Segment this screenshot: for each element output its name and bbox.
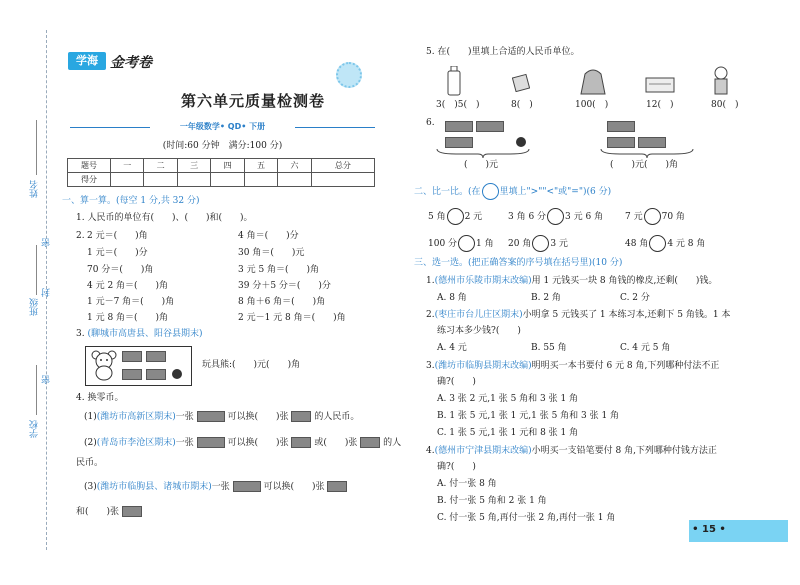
banknote-icon (445, 121, 473, 132)
eraser-icon (512, 72, 530, 92)
q5-item-3: 100( ) (575, 100, 609, 110)
compare-circle[interactable] (458, 235, 475, 252)
s3-q2-opt-b: B. 55 角 (531, 343, 567, 353)
compare-left: 5 角 (428, 212, 446, 222)
s3-q1-opt-b: B. 2 角 (531, 293, 561, 303)
s3-q4-opt-b: B. 付一张 5 角和 2 张 1 角 (437, 496, 547, 506)
compare-left: 48 角 (625, 239, 649, 249)
s3-q4-source: (德州市宁津县期末改编) (434, 446, 532, 456)
s3-q2-opt-a: A. 4 元 (437, 343, 467, 353)
s3-q3-source: (潍坊市临朐县期末改编) (434, 361, 532, 371)
s1-q4-1-text-c: 的人民币。 (314, 412, 360, 422)
score-header: 三 (177, 159, 210, 173)
s1-q4-2 (84, 437, 401, 449)
score-cell[interactable] (177, 173, 210, 187)
s1-q2-left-1: 2 元＝( )角 (87, 231, 148, 241)
s3-q3-num: 3. (426, 361, 435, 371)
s3-q3-text: 明明买一本书要付 6 元 8 角,下列哪种付法不正 (531, 361, 720, 371)
compare-circle[interactable] (532, 235, 549, 252)
s1-q4-2-text-a: 一张 (175, 438, 194, 448)
s1-q2-right-3: 3 元 5 角＝( )角 (238, 265, 320, 275)
s1-q4-1-source: (潍坊市高新区期末) (96, 412, 176, 422)
s1-q2-left-4: 4 元 2 角＝( )角 (87, 281, 169, 291)
margin-label-name: 姓名 (30, 180, 40, 198)
q5-item-1: 3( )5( ) (436, 100, 480, 110)
s3-q4-num: 4. (426, 446, 435, 456)
page-number: • 15 • (692, 524, 726, 535)
compare-right: 3 元 6 角 (565, 212, 604, 222)
banknote-icon (122, 506, 142, 517)
compare-row-1 (428, 208, 482, 225)
compare-circle[interactable] (447, 208, 464, 225)
banknote-icon (122, 351, 142, 362)
banknote-icon (197, 437, 225, 448)
score-header: 题号 (68, 159, 111, 173)
banknote-icon (146, 369, 166, 380)
margin-seal-mark: 密 (42, 238, 52, 247)
s1-q3-source: (聊城市高唐县、阳谷县期末) (87, 329, 203, 339)
s3-q1-opt-a: A. 8 角 (437, 293, 467, 303)
banknote-icon (607, 137, 635, 148)
binding-margin (0, 0, 58, 585)
subtitle-bar (70, 121, 375, 133)
s1-q4-3-cont (76, 506, 142, 518)
score-cell[interactable] (111, 173, 144, 187)
score-table-header-row (68, 159, 375, 173)
page-number-tab (689, 520, 788, 542)
coin-icon (516, 137, 526, 147)
banknote-icon (291, 437, 311, 448)
s1-q4-3 (84, 481, 347, 493)
s1-q2-left-6: 1 元 8 角＝( )角 (87, 313, 169, 323)
s1-q2-left-2: 1 元＝( )分 (87, 248, 148, 258)
banknote-icon (233, 481, 261, 492)
s3-q2-text-2: 练习本多少钱?( ) (437, 326, 521, 336)
circle-icon (482, 183, 499, 200)
margin-seal-mark-2: 封 (42, 288, 52, 297)
s2-heading-b: 里填上">""<"或"=")(6 分) (499, 187, 612, 197)
s1-q6-label: 6. (426, 118, 435, 128)
margin-label-class: 班级 (30, 298, 40, 316)
s1-q4-2-text-c: 或( )张 (314, 438, 358, 448)
banknote-icon (476, 121, 504, 132)
s1-q1: 1. 人民币的单位有( )、( )和( )。 (76, 213, 253, 223)
brace-icon (436, 148, 530, 158)
score-header: 二 (144, 159, 177, 173)
s1-q4-2-text-b: 可以换( )张 (227, 438, 289, 448)
score-cell[interactable] (278, 173, 311, 187)
banknote-icon (638, 137, 666, 148)
score-cell[interactable] (211, 173, 244, 187)
s3-q1-num: 1. (426, 276, 435, 286)
s1-q4-1-text-b: 可以换( )张 (227, 412, 289, 422)
score-header: 六 (278, 159, 311, 173)
s3-q2-num: 2. (426, 310, 435, 320)
banknote-icon (291, 411, 311, 422)
compare-row-2b (508, 235, 568, 252)
section-2-heading (414, 183, 611, 200)
s1-q2-left-3: 70 分＝( )角 (87, 265, 154, 275)
compare-left: 20 角 (508, 239, 532, 249)
score-cell[interactable] (144, 173, 177, 187)
section-1-heading: 一、算一算。(每空 1 分,共 32 分) (62, 196, 200, 206)
doll-icon (711, 66, 731, 96)
s3-q1-source: (德州市乐陵市期末改编) (434, 276, 532, 286)
backpack-icon (577, 66, 609, 96)
subtitle: 一年级数学• QD• 下册 (179, 122, 266, 131)
s1-q2-right-6: 2 元－1 元 8 角＝( )角 (238, 313, 346, 323)
page-title: 第六单元质量检测卷 (180, 92, 325, 110)
margin-label-school: 学校 (30, 420, 40, 438)
s3-q3-opt-a: A. 3 张 2 元,1 张 5 角和 3 张 1 角 (437, 394, 579, 404)
banknote-icon (327, 481, 347, 492)
s3-q2-text: 小明拿 5 元钱买了 1 本练习本,还剩下 5 角钱。1 本 (522, 310, 731, 320)
banknote-icon (146, 351, 166, 362)
s1-q4-3-text-b: 可以换( )张 (263, 482, 325, 492)
s1-q5: 5. 在( )里填上合适的人民币单位。 (426, 47, 580, 57)
score-header: 四 (211, 159, 244, 173)
bear-price-box (85, 346, 192, 386)
s1-q2-right-5: 8 角＋6 角＝( )角 (238, 297, 326, 307)
margin-seal-mark-3: 密 (42, 375, 52, 384)
s3-q2-opt-c: C. 4 元 5 角 (620, 343, 671, 353)
brace-icon (600, 148, 694, 158)
compare-left: 7 元 (625, 212, 643, 222)
score-cell[interactable] (311, 173, 374, 187)
banknote-icon (122, 369, 142, 380)
score-row-label: 得分 (68, 173, 111, 187)
banknote-icon (360, 437, 380, 448)
banknote-icon (607, 121, 635, 132)
s1-q4: 4. 换零币。 (76, 393, 124, 403)
banknote-icon (197, 411, 225, 422)
sun-icon (336, 62, 362, 88)
banknote-icon (445, 137, 473, 148)
compare-row-1b (508, 208, 603, 225)
compare-row-2c (625, 235, 705, 252)
compare-right: 2 元 (464, 212, 483, 222)
q5-item-5: 80( ) (711, 100, 739, 110)
s1-q4-1 (84, 411, 359, 423)
s1-q2-left-5: 1 元－7 角＝( )角 (87, 297, 175, 307)
teddy-bear-icon (89, 349, 119, 381)
s1-q4-3-text-a: 一张 (211, 482, 230, 492)
s1-q3-num: 3. (76, 329, 85, 339)
name-underline (36, 120, 37, 175)
water-bottle-icon (447, 66, 461, 96)
s3-q1 (426, 276, 717, 287)
score-cell[interactable] (244, 173, 277, 187)
compare-circle[interactable] (547, 208, 564, 225)
time-info: (时间:60 分钟 满分:100 分) (162, 141, 283, 151)
s1-q4-2-num: (2) (84, 438, 97, 448)
school-underline (36, 365, 37, 415)
s3-q2-source: (枣庄市台儿庄区期末) (434, 310, 523, 320)
s1-q4-1-num: (1) (84, 412, 97, 422)
s1-q4-3-num: (3) (84, 482, 97, 492)
coin-icon (172, 369, 182, 379)
s3-q4 (426, 446, 717, 457)
compare-right: 4 元 8 角 (667, 239, 706, 249)
score-header: 一 (111, 159, 144, 173)
s3-q4-opt-c: C. 付一张 5 角,再付一张 2 角,再付一张 1 角 (437, 513, 616, 523)
s1-q2-right-1: 4 角＝( )分 (238, 231, 299, 241)
s1-q3 (76, 329, 203, 340)
class-underline (36, 245, 37, 295)
s3-q1-opt-c: C. 2 分 (620, 293, 650, 303)
s1-q4-2-cont: 民币。 (76, 458, 104, 468)
s3-q3-text-2: 确?( ) (437, 377, 476, 387)
compare-row-1c (625, 208, 685, 225)
s3-q1-text: 用 1 元钱买一块 8 角钱的橡皮,还剩( )钱。 (531, 276, 718, 286)
score-header: 总分 (311, 159, 374, 173)
s1-q4-1-text-a: 一张 (175, 412, 194, 422)
compare-circle[interactable] (649, 235, 666, 252)
compare-left: 100 分 (428, 239, 458, 249)
s1-q2-label: 2. (76, 231, 85, 241)
s3-q3-opt-c: C. 1 张 5 元,1 张 1 元和 8 张 1 角 (437, 428, 579, 438)
s3-q4-text-2: 确?( ) (437, 462, 476, 472)
brand-logo (68, 52, 163, 72)
q5-item-2: 8( ) (511, 100, 533, 110)
book-icon (645, 76, 675, 94)
s1-q2-right-4: 39 分＋5 分＝( )分 (238, 281, 331, 291)
section-3-heading: 三、选一选。(把正确答案的序号填在括号里)(10 分) (414, 258, 623, 268)
q5-item-4: 12( ) (646, 100, 674, 110)
s1-q4-2-text-d: 的人 (383, 438, 402, 448)
s1-q4-3-text-c: 和( )张 (76, 507, 120, 517)
compare-left: 3 角 6 分 (508, 212, 547, 222)
s3-q3-opt-b: B. 1 张 5 元,1 张 1 元,1 张 5 角和 3 张 1 角 (437, 411, 620, 421)
compare-right: 1 角 (476, 239, 494, 249)
compare-row-2 (428, 235, 494, 252)
s1-q2-right-2: 30 角＝( )元 (238, 248, 305, 258)
compare-circle[interactable] (644, 208, 661, 225)
s3-q4-opt-a: A. 付一张 8 角 (437, 479, 497, 489)
brand-series: 金考卷 (110, 55, 152, 71)
s3-q3 (426, 361, 719, 372)
compare-right: 70 角 (661, 212, 685, 222)
s1-q3-answer: 玩具熊:( )元( )角 (202, 360, 301, 370)
brand-logo-mark: 学海 (68, 52, 106, 70)
s2-heading-a: 二、比一比。(在 (414, 187, 481, 197)
s1-q4-3-source: (潍坊市临朐县、诸城市期末) (96, 482, 212, 492)
s1-q4-2-source: (青岛市李沧区期末) (96, 438, 176, 448)
s3-q2 (426, 310, 730, 321)
q6-answer-a: ( )元 (464, 160, 499, 170)
score-header: 五 (244, 159, 277, 173)
s3-q4-text: 小明买一支铅笔要付 8 角,下列哪种付钱方法正 (531, 446, 717, 456)
score-table (67, 158, 375, 187)
compare-right: 3 元 (550, 239, 568, 249)
score-table-score-row (68, 173, 375, 187)
q6-answer-b: ( )元( )角 (610, 160, 679, 170)
